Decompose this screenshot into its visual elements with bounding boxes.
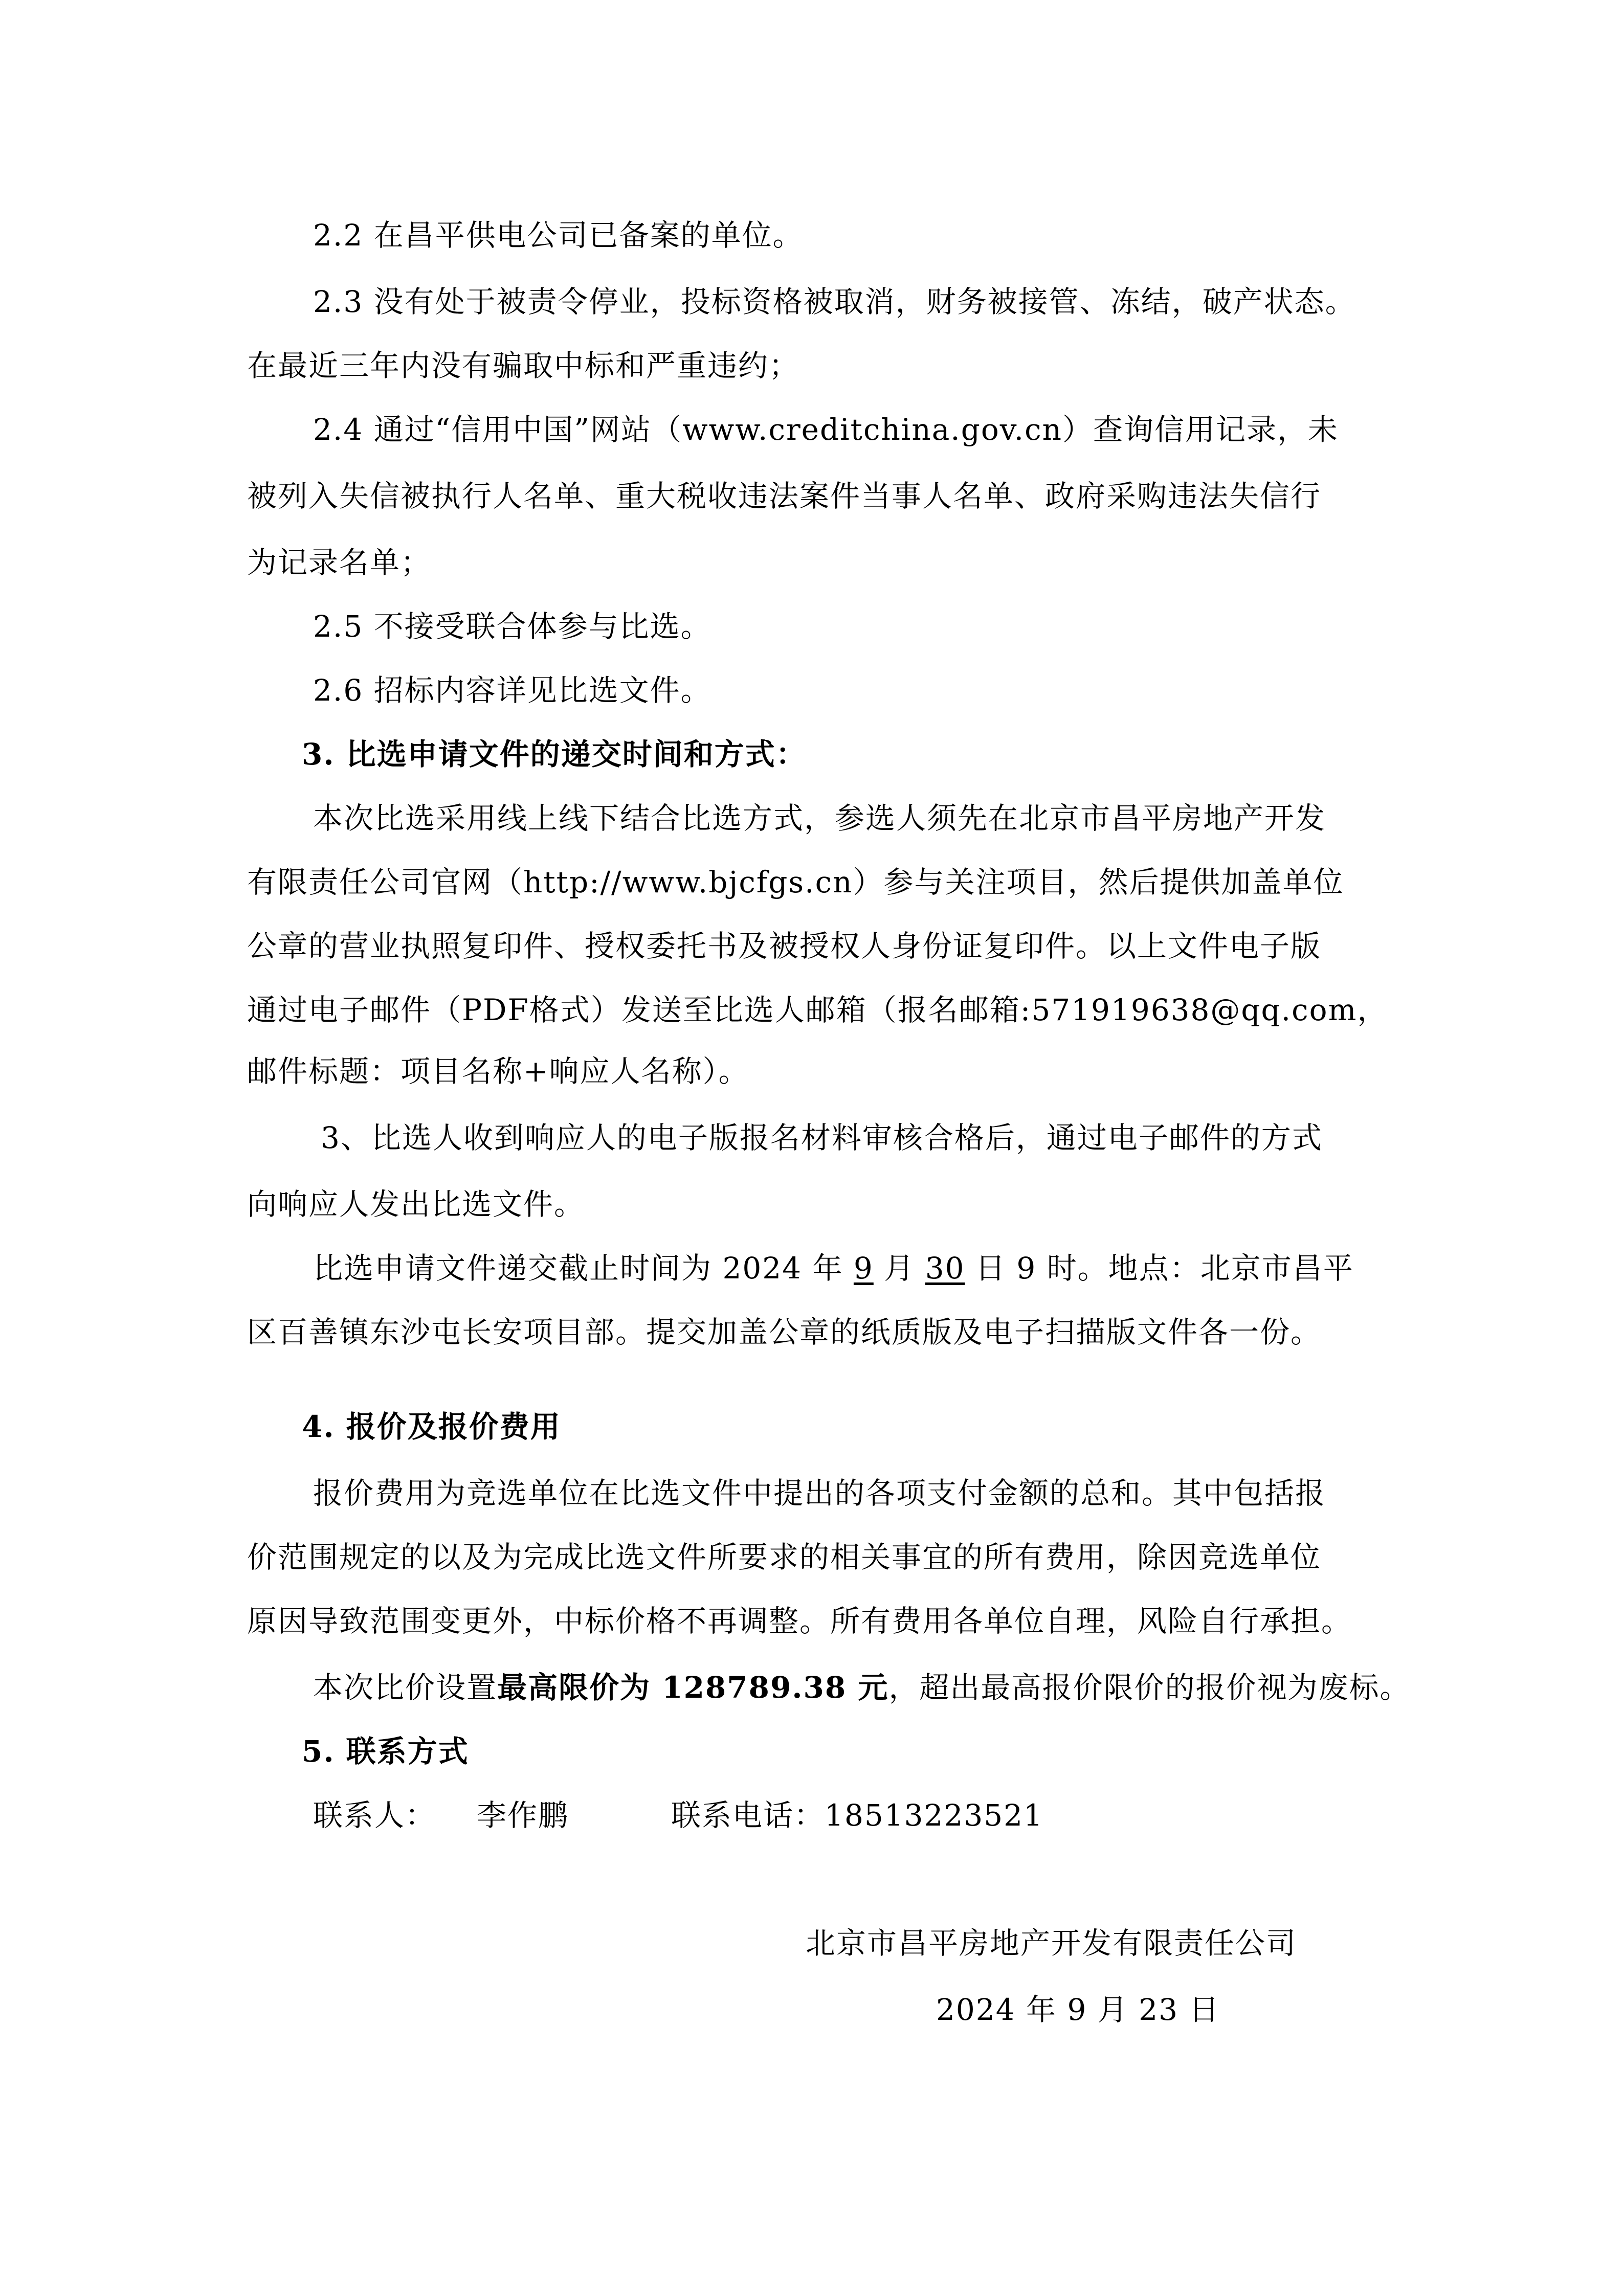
section-3-para2-line2: 向响应人发出比选文件。 xyxy=(247,1187,585,1222)
signature-date: 2024 年 9 月 23 日 xyxy=(936,1992,1220,2027)
section-3-para1-line2: 有限责任公司官网（http://www.bjcfgs.cn）参与关注项目，然后提供加盖单位 xyxy=(247,865,1344,899)
price-cap-prefix: 本次比价设置 xyxy=(313,1670,498,1705)
section-3-para1-line4: 通过电子邮件（PDF格式）发送至比选人邮箱（报名邮箱:571919638@qq.com， xyxy=(247,993,1388,1027)
deadline-month: 9 xyxy=(853,1251,874,1286)
clause-2-6: 2.6 招标内容详见比选文件。 xyxy=(313,673,711,708)
clause-2-5: 2.5 不接受联合体参与比选。 xyxy=(313,609,711,644)
contact-name: 李作鹏 xyxy=(477,1798,569,1833)
section-4-heading: 4. 报价及报价费用 xyxy=(302,1409,561,1444)
clause-2-4-line2: 被列入失信被执行人名单、重大税收违法案件当事人名单、政府采购违法失信行 xyxy=(247,479,1322,513)
phone-label: 联系电话： xyxy=(671,1798,825,1833)
section-3-para3-line1 xyxy=(313,1250,1354,1286)
section-3-para1-line1: 本次比选采用线上线下结合比选方式，参选人须先在北京市昌平房地产开发 xyxy=(313,801,1326,836)
deadline-day: 30 xyxy=(925,1251,965,1286)
contact-label: 联系人： xyxy=(313,1798,436,1833)
signature-company: 北京市昌平房地产开发有限责任公司 xyxy=(806,1926,1297,1961)
section-3-para2-line1: 3、比选人收到响应人的电子版报名材料审核合格后，通过电子邮件的方式 xyxy=(321,1120,1323,1155)
phone-number: 18513223521 xyxy=(825,1798,1043,1833)
price-cap-suffix: ，超出最高报价限价的报价视为废标。 xyxy=(888,1670,1411,1705)
section-4-para1-line2: 价范围规定的以及为完成比选文件所要求的相关事宜的所有费用，除因竞选单位 xyxy=(247,1540,1322,1574)
contact-line xyxy=(313,1797,1043,1833)
clause-2-2: 2.2 在昌平供电公司已备案的单位。 xyxy=(313,218,804,253)
deadline-text-c: 日 9 时。地点：北京市昌平 xyxy=(965,1251,1354,1286)
section-3-para3-line2: 区百善镇东沙屯长安项目部。提交加盖公章的纸质版及电子扫描版文件各一份。 xyxy=(247,1315,1322,1349)
price-cap-amount: 最高限价为 128789.38 元 xyxy=(497,1670,889,1705)
section-4-para1-line1: 报价费用为竞选单位在比选文件中提出的各项支付金额的总和。其中包括报 xyxy=(313,1476,1326,1511)
section-3-heading: 3. 比选申请文件的递交时间和方式： xyxy=(302,737,807,772)
section-3-para1-line3: 公章的营业执照复印件、授权委托书及被授权人身份证复印件。以上文件电子版 xyxy=(247,929,1322,963)
deadline-text-a: 比选申请文件递交截止时间为 2024 年 xyxy=(313,1251,854,1286)
clause-2-3-line1: 2.3 没有处于被责令停业，投标资格被取消，财务被接管、冻结，破产状态。 xyxy=(313,284,1356,319)
section-4-para2 xyxy=(313,1670,1410,1705)
section-3-para1-line5: 邮件标题：项目名称+响应人名称）。 xyxy=(247,1054,749,1089)
clause-2-3-line2: 在最近三年内没有骗取中标和严重违约； xyxy=(247,348,800,383)
section-4-para1-line3: 原因导致范围变更外，中标价格不再调整。所有费用各单位自理，风险自行承担。 xyxy=(247,1604,1352,1638)
clause-2-4-line3: 为记录名单； xyxy=(247,545,432,580)
deadline-text-b: 月 xyxy=(873,1251,925,1286)
clause-2-4-line1: 2.4 通过“信用中国”网站（www.creditchina.gov.cn）查询信用记录，未 xyxy=(313,412,1339,447)
section-5-heading: 5. 联系方式 xyxy=(302,1734,469,1769)
